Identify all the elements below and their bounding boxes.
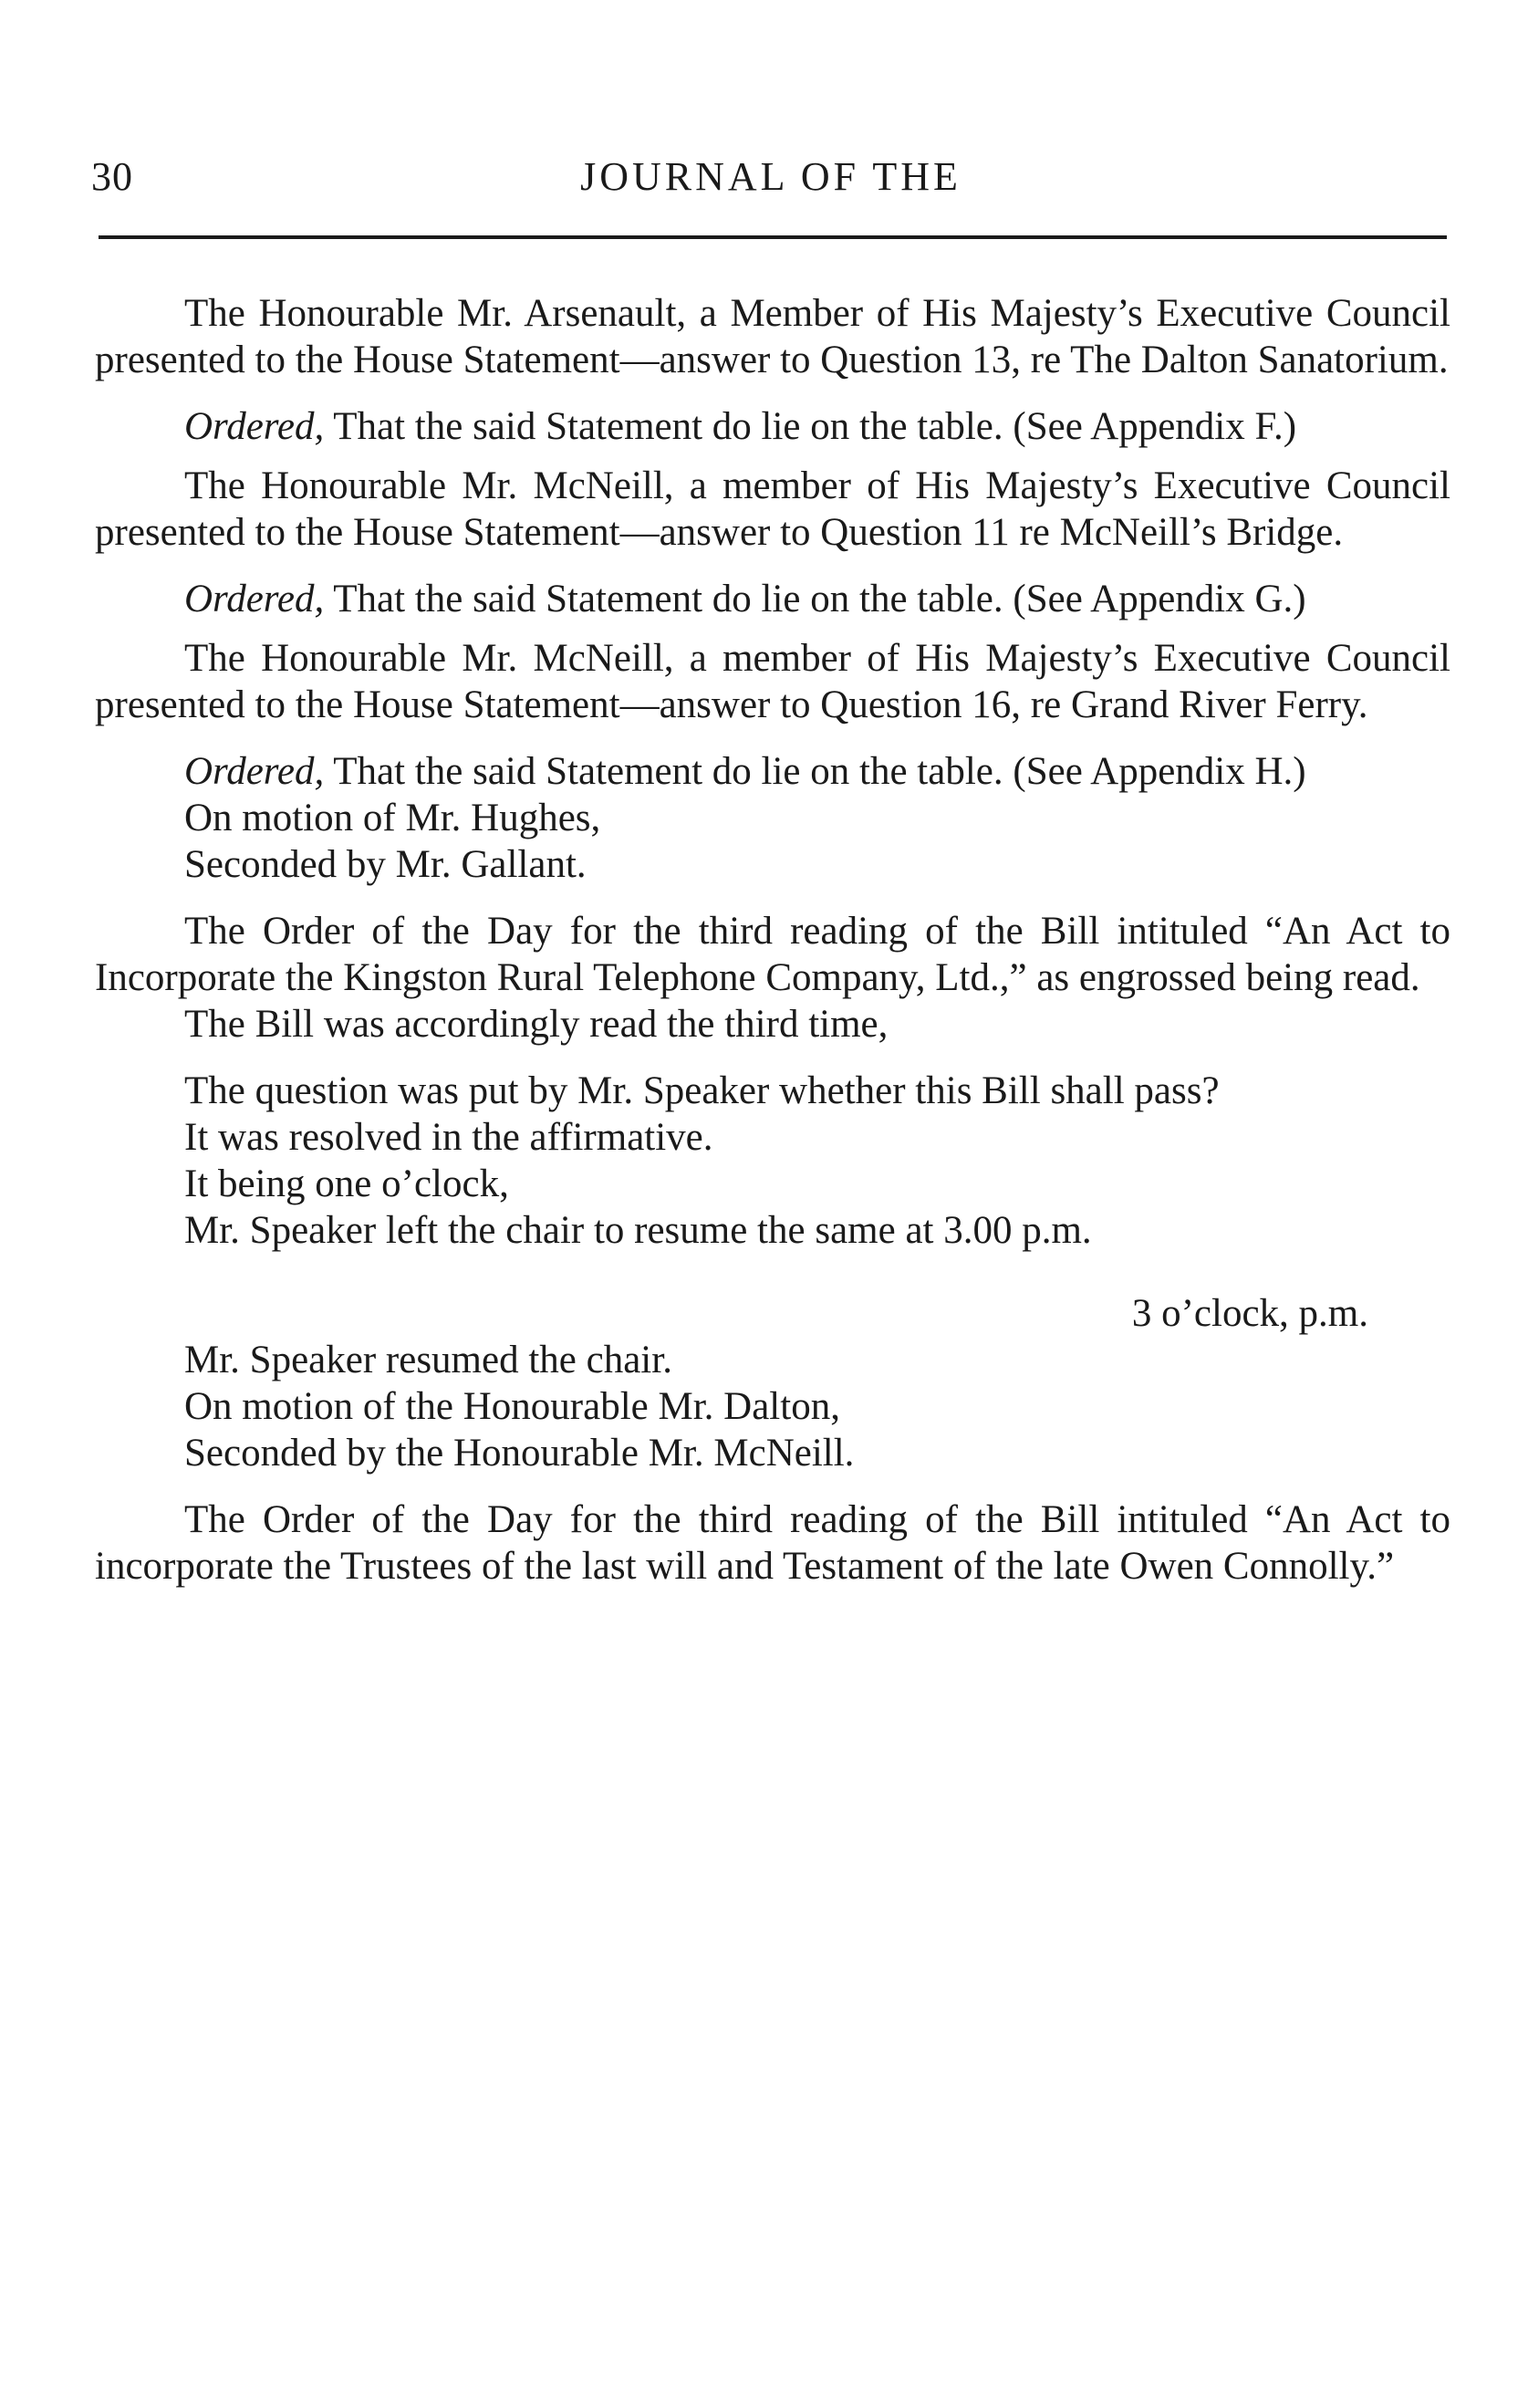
- one-oclock: It being one o’clock,: [184, 1162, 509, 1205]
- ordered-text: That the said Statement do lie on the table. (See Appendix H.): [324, 750, 1306, 793]
- resolved-affirmative: It was resolved in the affirmative.: [184, 1116, 713, 1159]
- bill-third-reading: The Bill was accordingly read the third time,: [184, 1003, 889, 1046]
- page-header: [91, 153, 1450, 208]
- paragraph-arsenault-statement: The Honourable Mr. Arsenault, a Member of His Majesty’s Executive Council presented to the House Statement—answer to Question 13, re The Dalton Sanatorium.: [95, 292, 1450, 381]
- running-head: JOURNAL OF THE: [580, 154, 961, 199]
- ordered-label: Ordered,: [184, 405, 325, 448]
- seconded-gallant: Seconded by Mr. Gallant.: [184, 843, 587, 886]
- paragraph-ordered-appendix-f: [95, 403, 1450, 450]
- page-number: 30: [91, 154, 133, 199]
- motion-hughes: On motion of Mr. Hughes,: [184, 797, 601, 839]
- header-rule: [99, 235, 1447, 239]
- paragraph-mcneill-ferry-statement: The Honourable Mr. McNeill, a member of His Majesty’s Executive Council presented to the House Statement—answer to Question 16, re Grand River Ferry.: [95, 637, 1450, 726]
- paragraph-ordered-appendix-g: [95, 576, 1450, 622]
- speaker-resumed-chair: Mr. Speaker resumed the chair.: [184, 1339, 672, 1381]
- ordered-label: Ordered,: [184, 750, 325, 793]
- ordered-text: That the said Statement do lie on the table. (See Appendix F.): [324, 405, 1297, 448]
- journal-body: [95, 290, 1450, 1590]
- question-put: The question was put by Mr. Speaker whether this Bill shall pass?: [184, 1069, 1220, 1112]
- paragraph-connolly-bill: The Order of the Day for the third reading of the Bill intituled “An Act to incorporate the Trustees of the last will and Testament of the late Owen Connolly.”: [95, 1498, 1450, 1588]
- seconded-mcneill: Seconded by the Honourable Mr. McNeill.: [184, 1432, 855, 1475]
- paragraph-ordered-appendix-h: [95, 748, 1450, 795]
- ordered-text: That the said Statement do lie on the table. (See Appendix G.): [324, 578, 1306, 620]
- speaker-left-chair: Mr. Speaker left the chair to resume the same at 3.00 p.m.: [184, 1209, 1092, 1252]
- ordered-label: Ordered,: [184, 578, 325, 620]
- motion-dalton: On motion of the Honourable Mr. Dalton,: [184, 1385, 840, 1428]
- paragraph-kingston-bill: The Order of the Day for the third reading of the Bill intituled “An Act to Incorporate the Kingston Rural Telephone Company, Ltd.,” as engrossed being read.: [95, 910, 1450, 999]
- paragraph-mcneill-bridge-statement: The Honourable Mr. McNeill, a member of His Majesty’s Executive Council presented to the House Statement—answer to Question 11 re McNeill’s Bridge.: [95, 464, 1450, 554]
- afternoon-time: 3 o’clock, p.m.: [1131, 1292, 1368, 1335]
